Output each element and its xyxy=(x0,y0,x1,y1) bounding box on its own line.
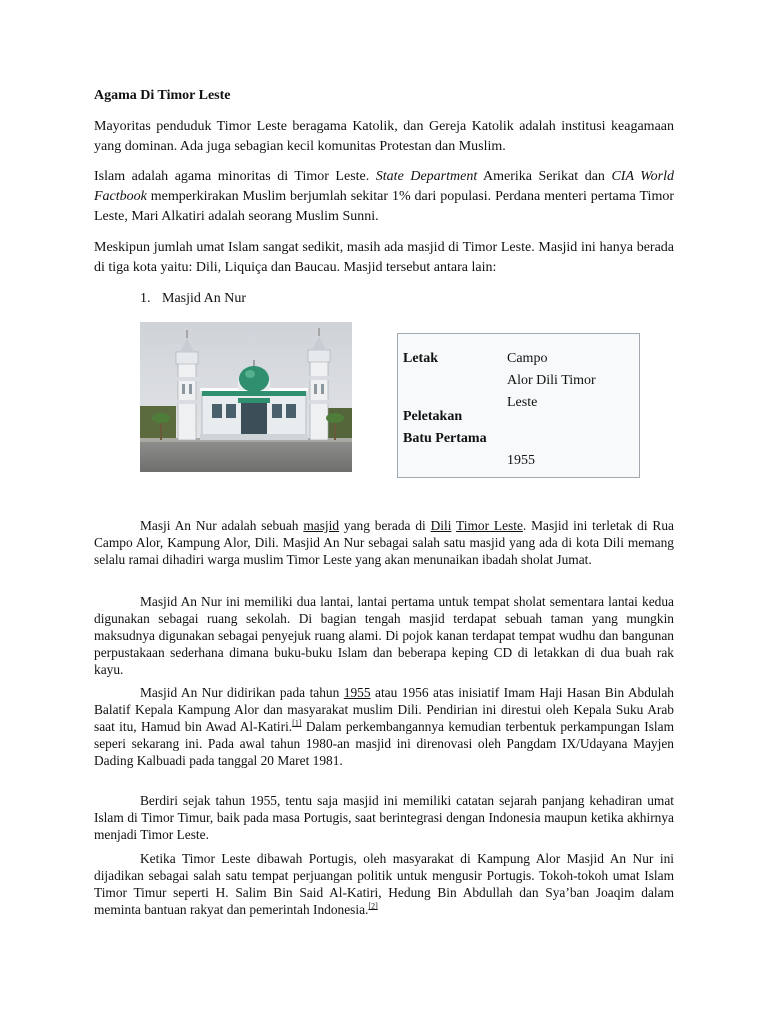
text-segment: Masjid An Nur didirikan pada tahun xyxy=(140,685,344,700)
infobox-label-cornerstone-1: Peletakan xyxy=(403,409,463,424)
text-segment: yang berada di xyxy=(339,518,431,533)
paragraph-minority xyxy=(94,167,674,227)
text-segment: Dalam perkembangannya kemudian terbentuk perkampungan Islam seperi sekarang ini. Pada awal tahun 1980-an masjid ini direnovasi oleh Pangdam IX/Udayana Mayjen Dading Kalbuadi pada tanggal 20 Maret 1981. xyxy=(94,718,674,768)
text-segment: . Masjid ini terletak di Rua Campo Alor, Kampung Alor, Dili. Masjid An Nur sebagai salah satu masjid yang ada di kota Dili memang selalu ramai dihadiri warga muslim Timor Leste yang akan menunaikan ibadah sholat Jumat. xyxy=(94,518,674,567)
italic-state-department: State Department xyxy=(375,169,478,184)
link-timor-leste[interactable]: Timor Leste xyxy=(456,518,523,533)
list-number: 1. xyxy=(140,291,151,306)
paragraph-mosques: Meskipun jumlah umat Islam sangat sedikit, masih ada masjid di Timor Leste. Masjid ini hanya berada di tiga kota yaitu: Dili, Liquiça dan Baucau. Masjid tersebut antara lain: xyxy=(94,240,674,275)
text-segment: Islam adalah agama minoritas di Timor Leste. xyxy=(94,169,376,184)
text-segment: Berdiri sejak tahun 1955, tentu saja masjid ini memiliki catatan sejarah panjang kehadiran umat Islam di Timor Timur, baik pada masa Portugis, saat berintegrasi dengan Indonesia maupun ketika akhirnya menjadi Timor Leste. xyxy=(94,793,674,842)
footnote-ref-1[interactable]: [1] xyxy=(292,718,302,728)
mosque-photo xyxy=(140,322,352,472)
text-segment: Masjid An Nur ini memiliki dua lantai, lantai pertama untuk tempat sholat sementara lantai kedua digunakan sebagai ruang sekolah. Di bagian tengah masjid terdapat sebuah taman yang mungkin maksudnya digunakan sebagai penyejuk ruang alami. Di pojok kanan terdapat tempat wudhu dan bangunan perpustakaan sederhana dimana buku-buku Islam dan beberapa keping CD di letakkan di dua buah rak kayu. xyxy=(94,594,674,677)
paragraph-an-nur-floors xyxy=(94,594,674,679)
link-1955[interactable]: 1955 xyxy=(343,685,371,700)
text-segment: memperkirakan Muslim berjumlah sekitar 1% dari populasi. Perdana menteri pertama Timor Leste, Mari Alkatiri adalah seorang Muslim Sunni. xyxy=(94,189,674,224)
document-title: Agama Di Timor Leste xyxy=(94,88,231,103)
text-segment: Amerika Serikat dan xyxy=(477,169,612,184)
infobox-value-cornerstone: 1955 xyxy=(507,453,535,468)
infobox-label-cornerstone-2: Batu Pertama xyxy=(403,431,487,446)
link-dili[interactable]: Dili xyxy=(430,518,452,533)
list-item xyxy=(140,290,720,308)
text-segment: atau 1956 atas inisiatif Imam Haji Hasan Bin Abdulah Balatif Kepala Kampung Alor dan masyarakat muslim Dili. Pendirian ini direstui oleh Kepala Suku Arab saat itu, Hamud bin Awad Al-Katiri. xyxy=(94,685,674,734)
paragraph-an-nur-portuguese xyxy=(94,851,674,919)
infobox-label-location: Letak xyxy=(403,351,438,366)
infobox-value-location-3: Leste xyxy=(507,395,538,410)
paragraph-intro: Mayoritas penduduk Timor Leste beragama Katolik, dan Gereja Katolik adalah institusi keagamaan yang dominan. Ada juga sebagian kecil komunitas Protestan dan Muslim. xyxy=(94,119,674,154)
link-masjid[interactable]: masjid xyxy=(303,518,340,533)
footnote-ref-2[interactable]: [2] xyxy=(368,901,378,911)
paragraph-an-nur-since-1955 xyxy=(94,793,674,844)
list-item-label: Masjid An Nur xyxy=(162,291,246,306)
infobox-value-location-2: Alor Dili Timor xyxy=(507,373,596,388)
paragraph-an-nur-history xyxy=(94,685,674,770)
paragraph-an-nur-location xyxy=(94,518,674,569)
text-segment: Masji An Nur adalah sebuah xyxy=(140,518,304,533)
mosque-infobox xyxy=(397,333,640,478)
infobox-value-location-1: Campo xyxy=(507,351,548,366)
italic-cia-factbook: CIA World Factbook xyxy=(94,169,675,204)
text-segment: Ketika Timor Leste dibawah Portugis, oleh masyarakat di Kampung Alor Masjid An Nur ini dijadikan sebagai salah satu tempat perjuangan politik untuk mengusir Portugis. Tokoh-tokoh umat Islam Timor Timur seperti H. Salim Bin Said Al-Katiri, Hedung Bin Abdullah dan Sya’ban Joaqim dalam meminta bantuan rakyat dan pemerintah Indonesia. xyxy=(94,851,674,917)
